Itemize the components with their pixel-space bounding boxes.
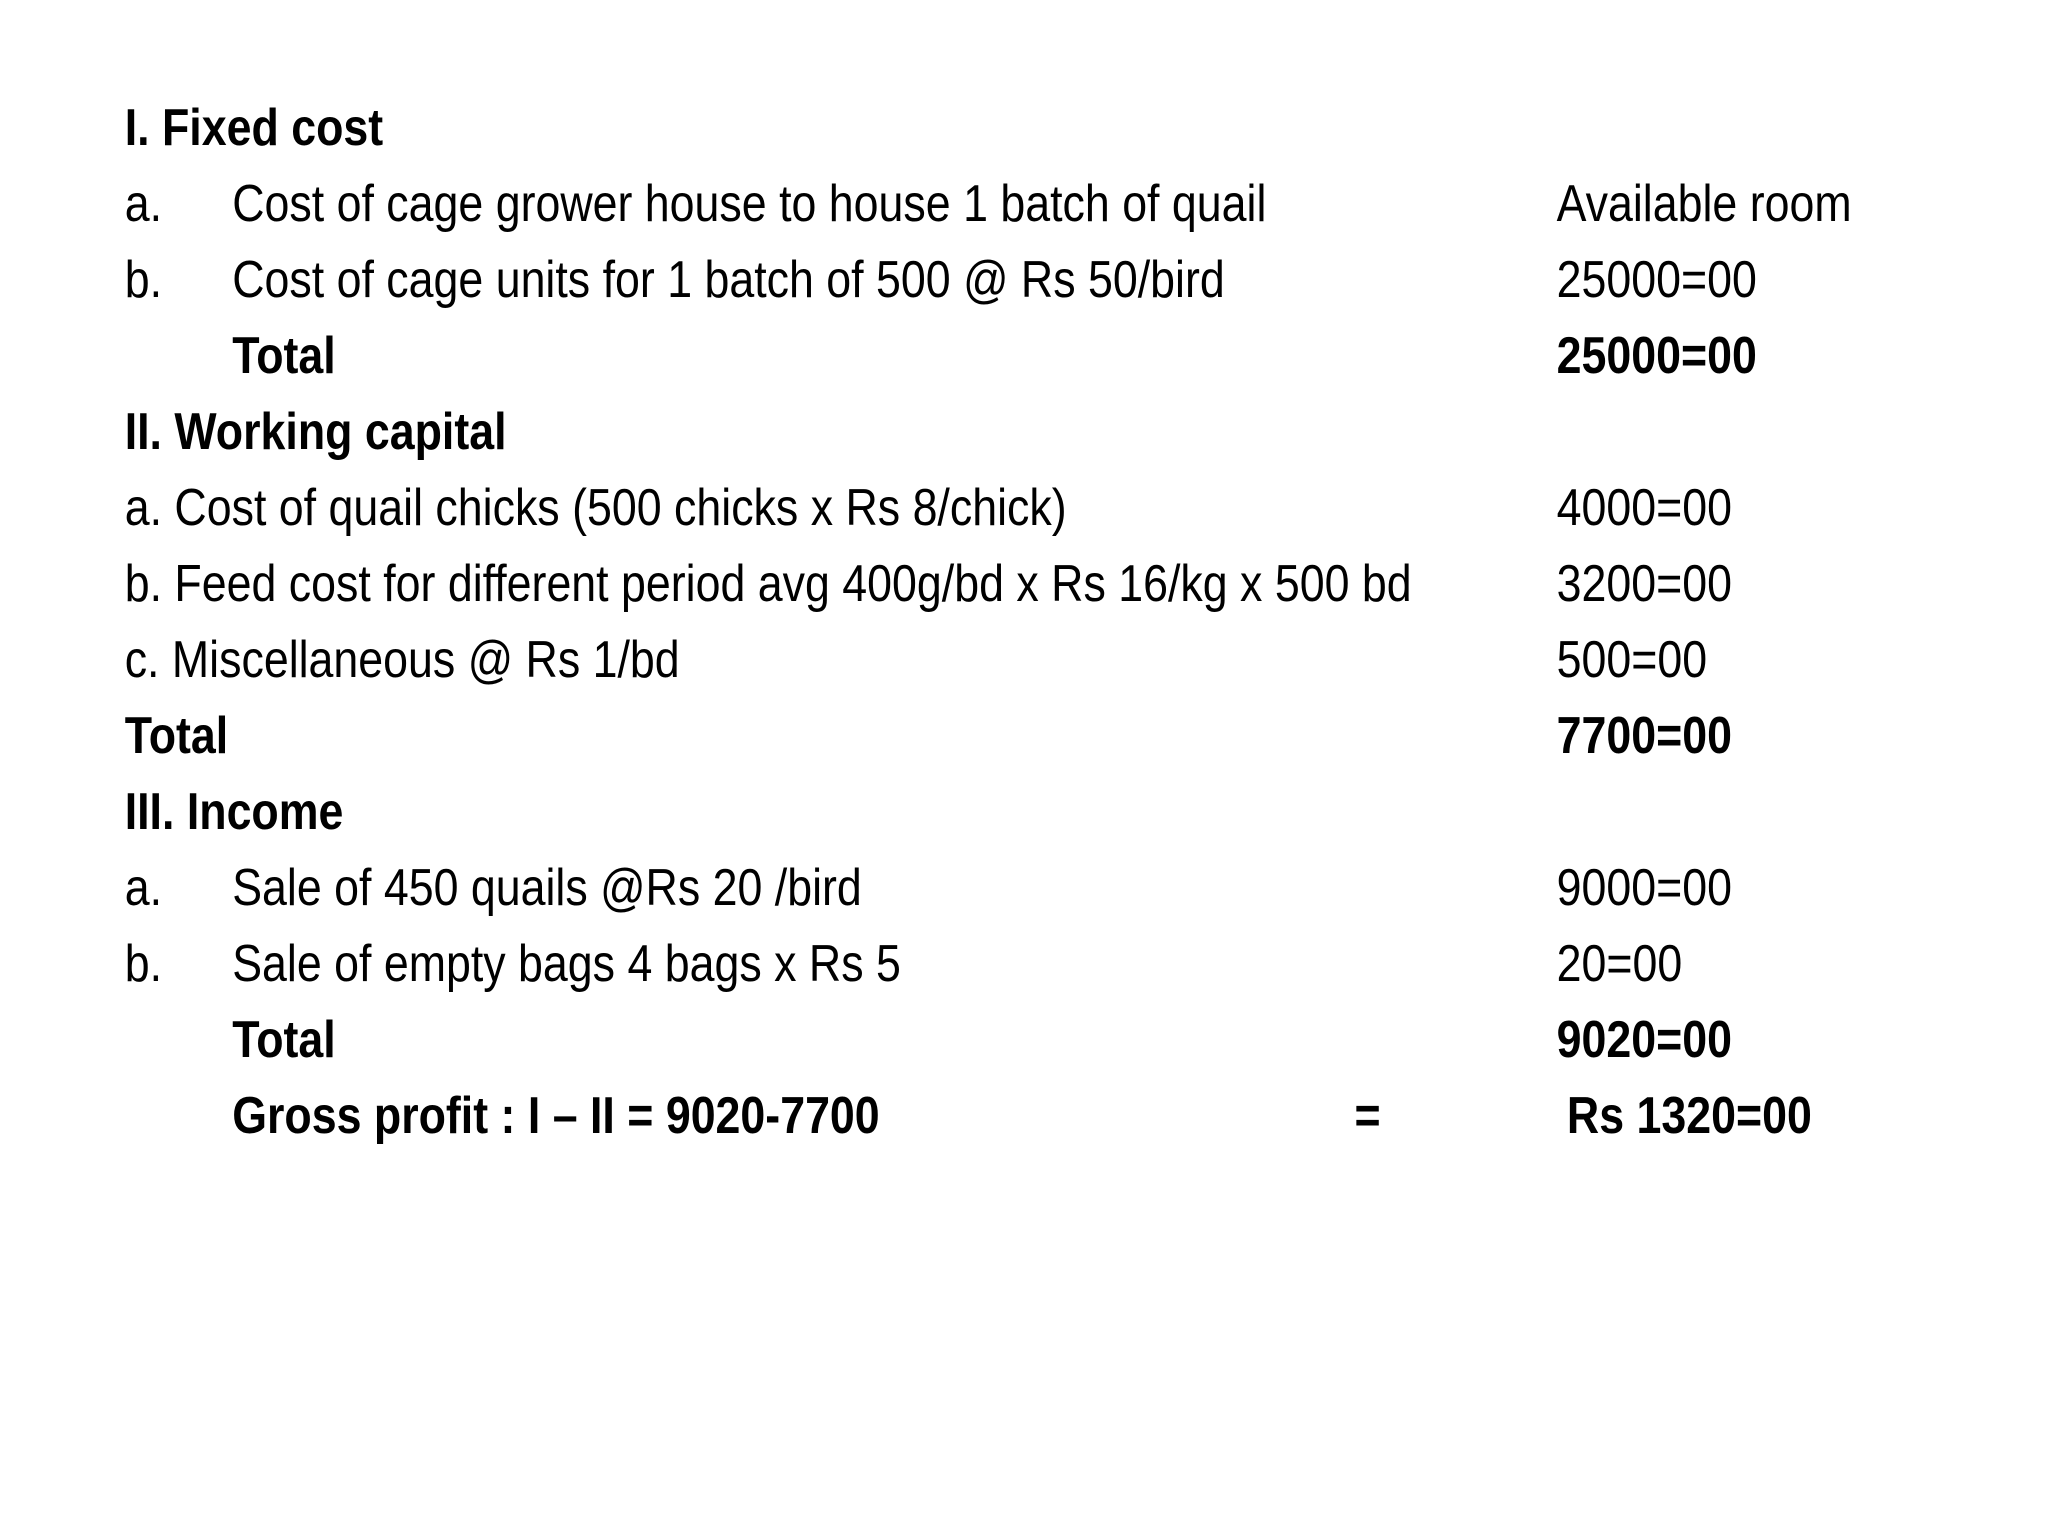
income-item-a: [0, 850, 1761, 926]
item-description: a. Cost of quail chicks (500 chicks x Rs 8/chick): [124, 479, 1067, 537]
fixed-cost-item-a: [0, 166, 1852, 242]
fixed-cost-item-b: [0, 242, 1761, 318]
total-label: Total: [232, 1011, 336, 1069]
gross-profit-equals: =: [1354, 1087, 1381, 1145]
item-amount: 4000=00: [1556, 479, 1732, 537]
item-amount: Available room: [1556, 175, 1852, 233]
working-capital-item-b: [0, 546, 1761, 622]
item-description: b. Feed cost for different period avg 400g/bd x Rs 16/kg x 500 bd: [124, 555, 1412, 613]
gross-profit-amount: Rs 1320=00: [1566, 1087, 1812, 1145]
item-letter: b.: [124, 251, 163, 309]
fixed-cost-heading-row: [0, 90, 1761, 166]
total-amount: 9020=00: [1556, 1011, 1732, 1069]
working-capital-item-c: [0, 622, 1761, 698]
item-amount: 3200=00: [1556, 555, 1732, 613]
working-capital-item-a: [0, 470, 1761, 546]
gross-profit-label: Gross profit : I – II = 9020-7700: [232, 1087, 880, 1145]
total-amount: 25000=00: [1556, 327, 1757, 385]
item-amount: 9000=00: [1556, 859, 1732, 917]
total-label: Total: [124, 707, 229, 765]
income-item-b: [0, 926, 1761, 1002]
income-heading-row: [0, 774, 1761, 850]
fixed-cost-heading: I. Fixed cost: [124, 99, 384, 157]
working-capital-total-row: [0, 698, 1761, 774]
income-total-row: [0, 1002, 1761, 1078]
item-description: c. Miscellaneous @ Rs 1/bd: [124, 631, 680, 689]
item-amount: 500=00: [1556, 631, 1708, 689]
total-label: Total: [232, 327, 336, 385]
item-amount: 25000=00: [1556, 251, 1757, 309]
working-capital-heading-row: [0, 394, 1761, 470]
total-amount: 7700=00: [1556, 707, 1732, 765]
fixed-cost-total-row: [0, 318, 1761, 394]
item-letter: a.: [124, 175, 163, 233]
item-description: Cost of cage units for 1 batch of 500 @ Rs 50/bird: [232, 251, 1225, 309]
item-description: Sale of 450 quails @Rs 20 /bird: [232, 859, 862, 917]
item-description: Sale of empty bags 4 bags x Rs 5: [232, 935, 901, 993]
item-letter: a.: [124, 859, 163, 917]
item-amount: 20=00: [1556, 935, 1683, 993]
gross-profit-row: [0, 1078, 1812, 1154]
income-heading: III. Income: [124, 783, 344, 841]
item-description: Cost of cage grower house to house 1 batch of quail: [232, 175, 1267, 233]
working-capital-heading: II. Working capital: [124, 403, 507, 461]
item-letter: b.: [124, 935, 163, 993]
